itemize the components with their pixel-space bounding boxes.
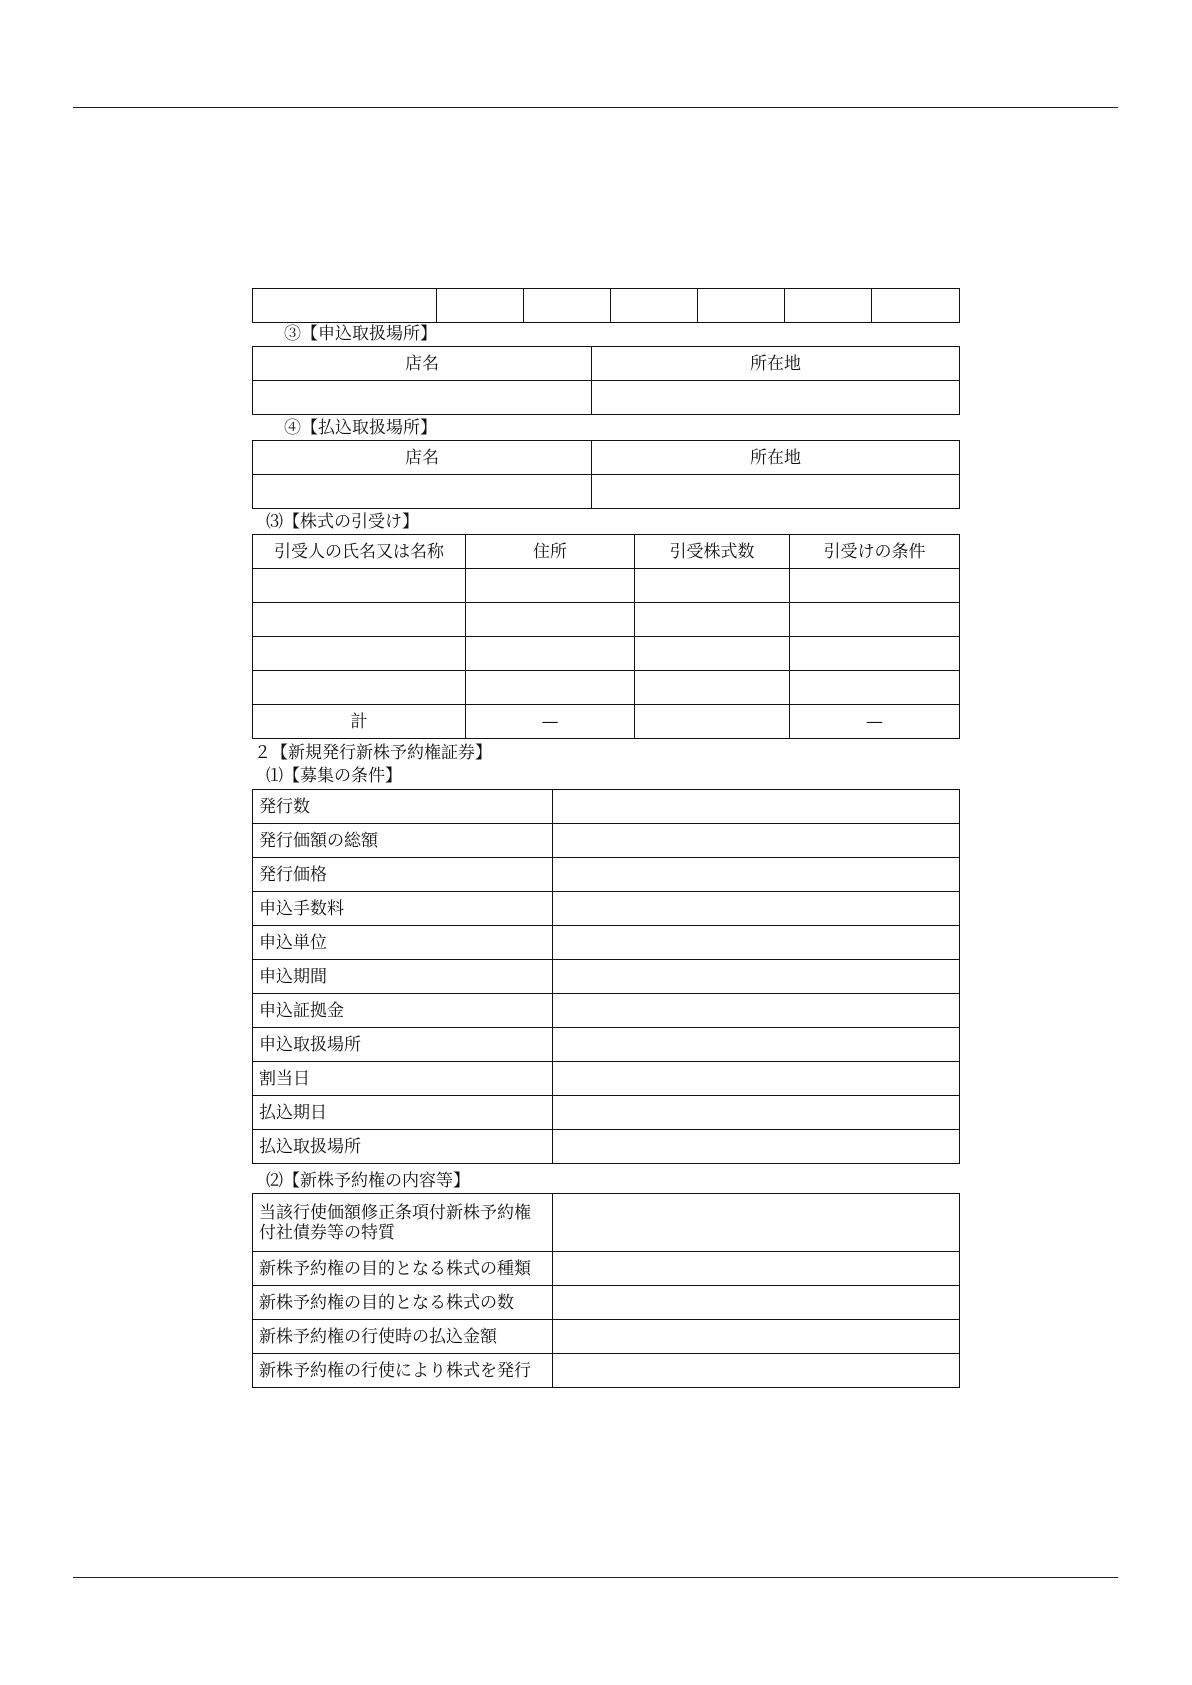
payment-office-table — [252, 440, 959, 509]
column-header: 住所 — [466, 535, 635, 569]
total-cell: — — [790, 705, 960, 739]
table-row — [253, 1028, 960, 1062]
table-row — [253, 960, 960, 994]
row-label: 割当日 — [253, 1062, 553, 1096]
row-value — [553, 858, 960, 892]
section-2-heading: ２【新規発行新株予約権証券】 — [254, 743, 492, 763]
payment-office-heading: ④【払込取扱場所】 — [284, 418, 437, 438]
row-value — [553, 926, 960, 960]
table-cell — [437, 289, 524, 323]
table-row — [253, 994, 960, 1028]
table-row — [253, 569, 960, 603]
table-cell — [635, 671, 790, 705]
table-cell — [790, 671, 960, 705]
table-row — [253, 824, 960, 858]
top-strip-table — [252, 288, 959, 323]
table-row — [253, 1062, 960, 1096]
table-cell — [253, 569, 466, 603]
table-row — [253, 892, 960, 926]
table-cell — [635, 637, 790, 671]
application-office-heading: ③【申込取扱場所】 — [284, 324, 437, 344]
row-label: 発行価格 — [253, 858, 553, 892]
table-cell — [253, 289, 437, 323]
table-row — [253, 1354, 960, 1388]
table-cell — [790, 569, 960, 603]
underwriting-heading: ⑶【株式の引受け】 — [266, 512, 419, 532]
table-header-row — [253, 347, 960, 381]
column-header: 店名 — [253, 441, 592, 475]
table-cell — [253, 603, 466, 637]
row-value — [553, 1028, 960, 1062]
application-office-table — [252, 346, 959, 415]
row-value — [553, 1130, 960, 1164]
row-label: 申込手数料 — [253, 892, 553, 926]
column-header: 所在地 — [592, 441, 960, 475]
column-header: 引受人の氏名又は名称 — [253, 535, 466, 569]
offering-terms-heading: ⑴【募集の条件】 — [266, 766, 402, 786]
table-cell — [611, 289, 698, 323]
row-label-line: 付社債券等の特質 — [259, 1222, 395, 1243]
table-cell — [872, 289, 960, 323]
row-label: 申込証拠金 — [253, 994, 553, 1028]
row-label-line: 当該行使価額修正条項付新株予約権 — [259, 1202, 531, 1223]
row-label: 申込取扱場所 — [253, 1028, 553, 1062]
row-value — [553, 1286, 960, 1320]
table-row — [253, 637, 960, 671]
row-value — [553, 892, 960, 926]
row-label: 払込取扱場所 — [253, 1130, 553, 1164]
table-header-row — [253, 535, 960, 569]
table-cell — [466, 637, 635, 671]
table-cell — [466, 671, 635, 705]
row-label: 新株予約権の行使時の払込金額 — [253, 1320, 553, 1354]
rights-details-heading: ⑵【新株予約権の内容等】 — [266, 1171, 470, 1191]
table-cell — [592, 475, 960, 509]
table-row — [253, 603, 960, 637]
table-cell — [635, 603, 790, 637]
table-cell — [785, 289, 872, 323]
table-cell — [253, 381, 592, 415]
table-cell — [253, 637, 466, 671]
row-value — [553, 1096, 960, 1130]
table-cell — [466, 569, 635, 603]
table-row — [253, 926, 960, 960]
column-header: 引受けの条件 — [790, 535, 960, 569]
table-row — [253, 1130, 960, 1164]
row-label: 払込期日 — [253, 1096, 553, 1130]
total-cell: — — [466, 705, 635, 739]
row-label: 新株予約権の目的となる株式の種類 — [253, 1252, 553, 1286]
total-row — [253, 705, 960, 739]
table-row — [253, 1096, 960, 1130]
table-cell — [698, 289, 785, 323]
table-cell — [524, 289, 611, 323]
row-value — [553, 1252, 960, 1286]
row-label: 申込期間 — [253, 960, 553, 994]
row-label — [253, 1194, 553, 1252]
row-label: 発行数 — [253, 790, 553, 824]
table-cell — [592, 381, 960, 415]
table-row — [253, 1194, 960, 1252]
table-cell — [466, 603, 635, 637]
rights-details-table — [252, 1193, 959, 1388]
table-header-row — [253, 441, 960, 475]
table-row — [253, 671, 960, 705]
table-cell — [635, 569, 790, 603]
table-row — [253, 475, 960, 509]
row-value — [553, 960, 960, 994]
row-value — [553, 790, 960, 824]
row-value — [553, 1320, 960, 1354]
row-label: 発行価額の総額 — [253, 824, 553, 858]
table-cell — [253, 475, 592, 509]
table-row — [253, 858, 960, 892]
table-cell — [253, 671, 466, 705]
row-value — [553, 824, 960, 858]
table-row — [253, 1320, 960, 1354]
table-row — [253, 381, 960, 415]
row-label: 新株予約権の目的となる株式の数 — [253, 1286, 553, 1320]
row-value — [553, 1354, 960, 1388]
row-label: 申込単位 — [253, 926, 553, 960]
total-label: 計 — [253, 705, 466, 739]
table-row — [253, 1252, 960, 1286]
total-cell — [635, 705, 790, 739]
row-label: 新株予約権の行使により株式を発行 — [253, 1354, 553, 1388]
table-cell — [790, 603, 960, 637]
table-row — [253, 1286, 960, 1320]
footer-rule — [73, 1577, 1118, 1578]
underwriting-table — [252, 534, 959, 739]
row-value — [553, 1062, 960, 1096]
row-value — [553, 994, 960, 1028]
row-value — [553, 1194, 960, 1252]
column-header: 引受株式数 — [635, 535, 790, 569]
table-cell — [790, 637, 960, 671]
column-header: 所在地 — [592, 347, 960, 381]
header-rule — [73, 107, 1118, 108]
offering-terms-table — [252, 789, 959, 1164]
column-header: 店名 — [253, 347, 592, 381]
table-row — [253, 289, 960, 323]
table-row — [253, 790, 960, 824]
